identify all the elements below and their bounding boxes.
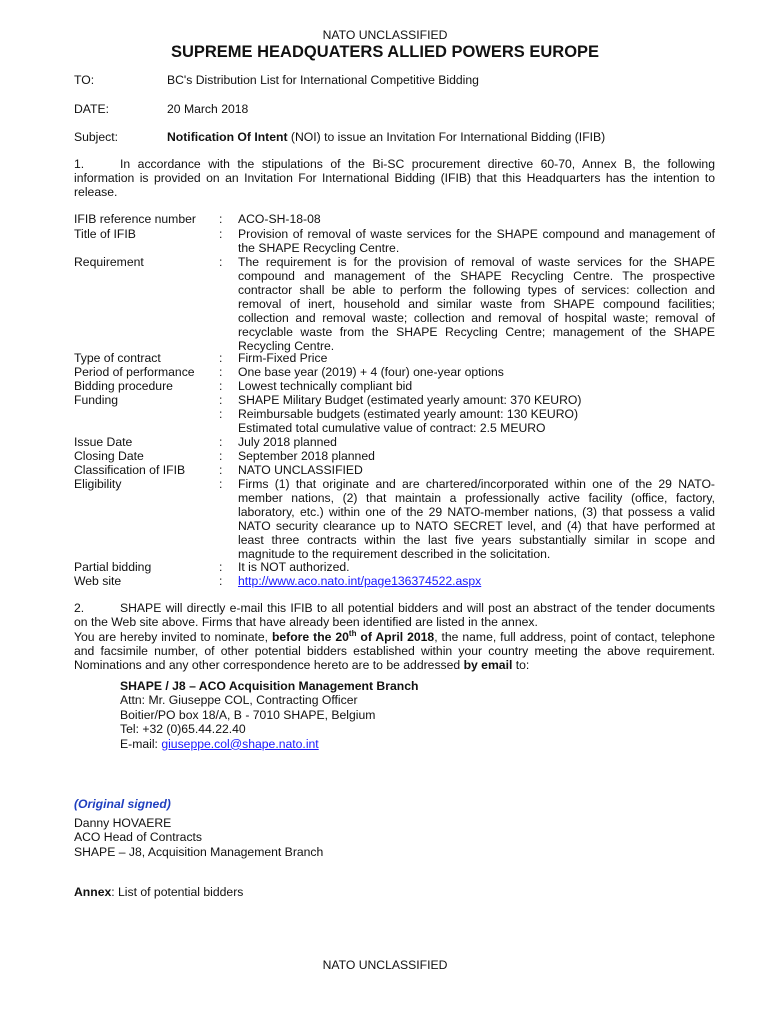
detail-colon: :	[219, 407, 223, 421]
detail-colon: :	[219, 212, 223, 226]
detail-value: The requirement is for the provision of removal of waste services for the SHAPE compound and management of the SHAPE Recycling Centre. The prospective contractor shall be able to perform the following types of services: collection and removal of inert, household and similar waste from SHAPE compound facilities; collection and removal waste; collection and removal of hospital waste; removal of recyclable waste from the SHAPE Recycling Centre; management of the SHAPE Recycling Centre.	[238, 255, 715, 353]
paragraph-2-number: 2.	[74, 601, 85, 615]
address-line-2: Attn: Mr. Giuseppe COL, Contracting Officer	[120, 693, 358, 708]
paragraph-1-number: 1.	[74, 157, 85, 171]
address-email-line	[120, 737, 418, 751]
paragraph-2-text: SHAPE will directly e-mail this IFIB to all potential bidders and will post an abstract of the tender documents on the Web site above. Firms that have already been identified are listed in the annex.	[74, 601, 715, 629]
detail-label: Title of IFIB	[74, 227, 136, 241]
deadline-bold: before the 20	[271, 630, 349, 644]
detail-value: July 2018 planned	[238, 435, 337, 449]
invitation-text-2: , the name, full address, point of contact, telephone and facsimile number, of other potential bidders established within your country meeting the above requirement. Nominations and any other correspondence hereto are to be addressed	[74, 630, 715, 672]
detail-colon: :	[219, 365, 223, 379]
detail-colon: :	[219, 435, 223, 449]
detail-value: It is NOT authorized.	[238, 560, 350, 574]
detail-label: Issue Date	[74, 435, 133, 449]
signatory-name: Danny HOVAERE	[74, 816, 172, 830]
detail-label: Web site	[74, 574, 122, 588]
email-link[interactable]: giuseppe.col@shape.nato.int	[161, 736, 319, 751]
invitation-text-3: to:	[512, 658, 530, 672]
address-block	[120, 679, 418, 751]
document-title: SUPREME HEADQUATERS ALLIED POWERS EUROPE	[170, 43, 600, 61]
website-link[interactable]: http://www.aco.nato.int/page136374522.aspx	[238, 574, 482, 588]
signatory-role: ACO Head of Contracts	[74, 830, 203, 845]
annex-text: : List of potential bidders	[111, 885, 244, 899]
detail-label: Period of performance	[74, 365, 195, 379]
detail-label: Partial bidding	[74, 560, 152, 574]
detail-value: Lowest technically compliant bid	[238, 379, 413, 393]
invitation-text: You are hereby invited to nominate,	[74, 630, 272, 644]
annex-line	[74, 885, 243, 899]
subject-bold: Notification Of Intent	[167, 130, 288, 144]
detail-value: Estimated total cumulative value of contract: 2.5 MEURO	[238, 421, 546, 435]
email-label: E-mail:	[120, 736, 162, 751]
paragraph-1	[74, 157, 715, 199]
detail-value: Firm-Fixed Price	[238, 351, 328, 365]
detail-colon: :	[219, 393, 223, 407]
detail-value: One base year (2019) + 4 (four) one-year options	[238, 365, 504, 379]
detail-colon: :	[219, 449, 223, 463]
annex-label: Annex	[74, 885, 112, 899]
detail-colon: :	[219, 227, 223, 241]
address-line-3: Boitier/PO box 18/A, B - 7010 SHAPE, Belgium	[120, 707, 376, 722]
date-value: 20 March 2018	[167, 102, 249, 116]
address-line-4: Tel: +32 (0)65.44.22.40	[120, 722, 246, 737]
detail-label: Requirement	[74, 255, 144, 269]
detail-label: IFIB reference number	[74, 212, 196, 226]
deadline-sup: th	[348, 628, 357, 638]
signatory-branch: SHAPE – J8, Acquisition Management Branch	[74, 844, 324, 859]
paragraph-2	[74, 601, 715, 629]
classification-footer: NATO UNCLASSIFIED	[322, 958, 448, 972]
subject-label: Subject:	[74, 130, 119, 144]
paragraph-2-invitation	[74, 630, 715, 672]
to-label: TO:	[74, 73, 95, 87]
detail-colon: :	[219, 574, 223, 588]
subject-rest: (NOI) to issue an Invitation For International Bidding (IFIB)	[287, 130, 606, 144]
detail-value: Firms (1) that originate and are chartered/incorporated within one of the 29 NATO-member nations, (2) that maintain a professionally active facility (office, factory, laboratory, etc.) within one of the 29 NATO-member nations, (3) that possess a valid NATO security clearance up to NATO SECRET level, and (4) that have performed at least three contracts within the last five years substantially similar in scope and magnitude to the requirement described in the solicitation.	[238, 477, 715, 561]
detail-colon: :	[219, 379, 223, 393]
paragraph-1-text: In accordance with the stipulations of the Bi-SC procurement directive 60-70, Annex B, the following information is provided on an Invitation For International Bidding (IFIB) that this Headquarters has the intention to release.	[74, 157, 715, 199]
detail-colon: :	[219, 477, 223, 491]
detail-value: September 2018 planned	[238, 449, 375, 463]
detail-label: Type of contract	[74, 351, 161, 365]
detail-label: Classification of IFIB	[74, 463, 186, 477]
detail-value: NATO UNCLASSIFIED	[238, 463, 363, 477]
detail-value: ACO-SH-18-08	[238, 212, 321, 226]
by-email-bold: by email	[463, 658, 513, 672]
detail-label: Closing Date	[74, 449, 144, 463]
detail-colon: :	[219, 560, 223, 574]
signature-block	[74, 816, 323, 859]
classification-header: NATO UNCLASSIFIED	[322, 28, 448, 42]
detail-colon: :	[219, 255, 223, 269]
original-signed: (Original signed)	[74, 797, 171, 811]
detail-value: Provision of removal of waste services for the SHAPE compound and management of the SHAPE Recycling Centre.	[238, 227, 715, 255]
detail-value: Reimbursable budgets (estimated yearly amount: 130 KEURO)	[238, 407, 579, 421]
detail-label: Funding	[74, 393, 119, 407]
detail-value: SHAPE Military Budget (estimated yearly amount: 370 KEURO)	[238, 393, 582, 407]
detail-label: Bidding procedure	[74, 379, 173, 393]
detail-label: Eligibility	[74, 477, 122, 491]
deadline-bold-2: of April 2018	[356, 630, 435, 644]
subject-value	[167, 130, 605, 144]
date-label: DATE:	[74, 102, 109, 116]
detail-colon: :	[219, 463, 223, 477]
address-line-1: SHAPE / J8 – ACO Acquisition Management Branch	[120, 679, 419, 693]
deadline-text	[272, 630, 434, 644]
to-value: BC's Distribution List for International Competitive Bidding	[167, 73, 479, 87]
detail-colon: :	[219, 351, 223, 365]
